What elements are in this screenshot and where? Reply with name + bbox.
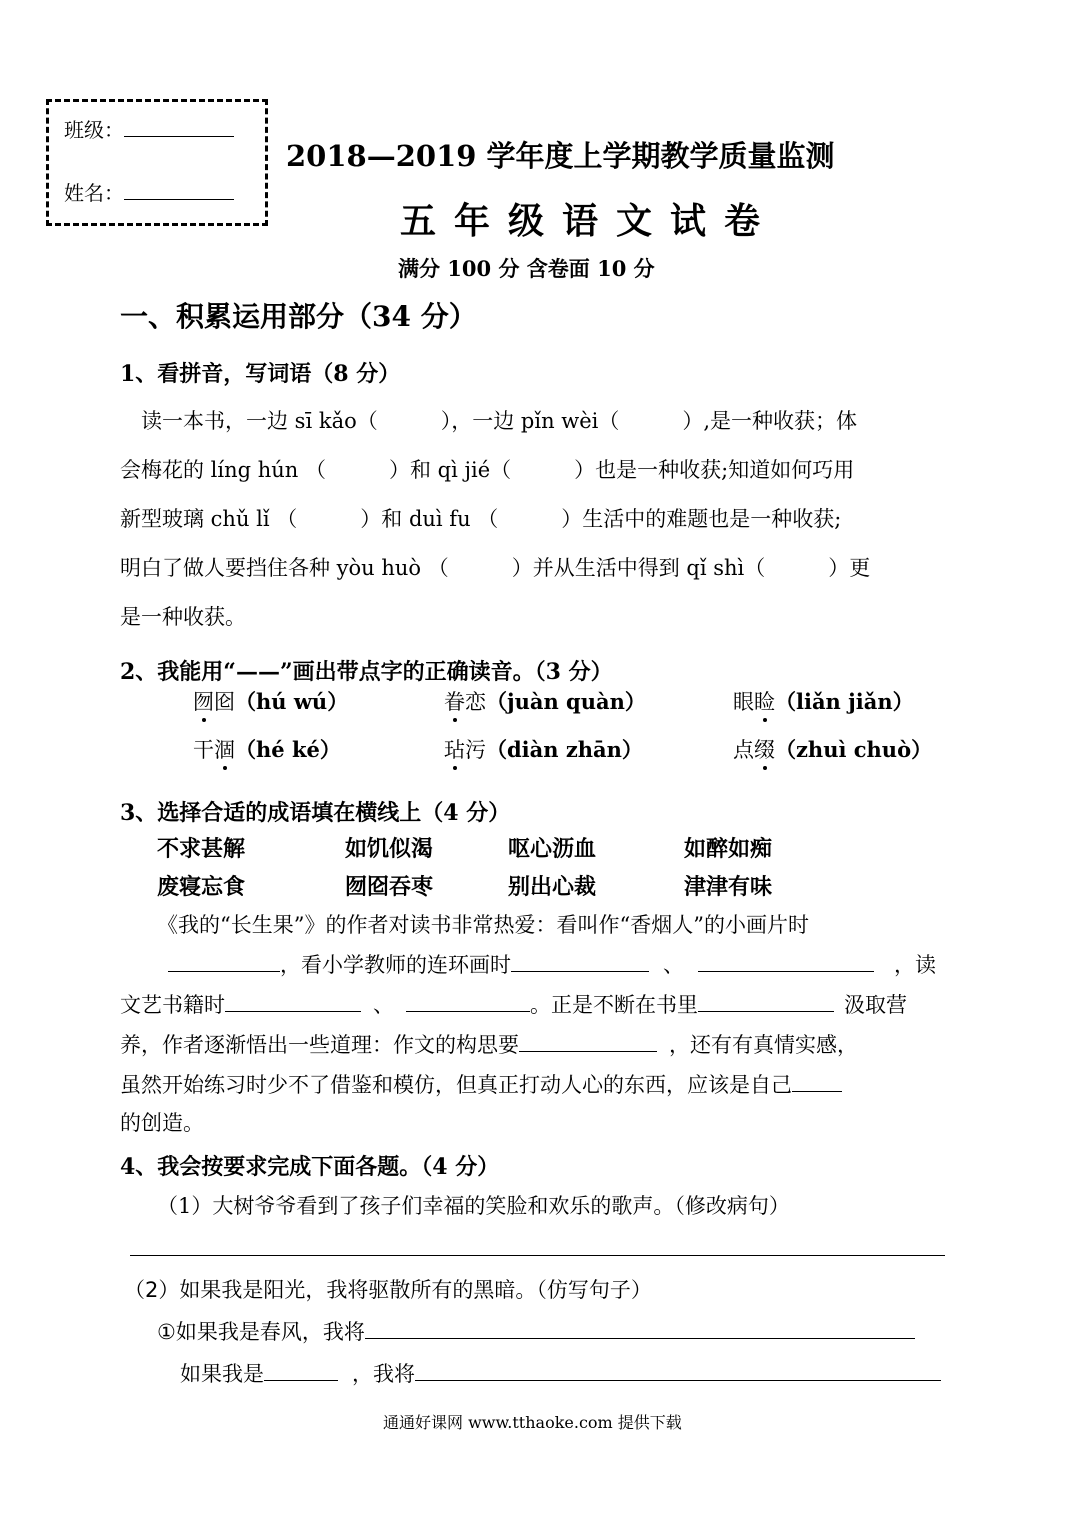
- q1-line-3: 新型玻璃 chǔ lǐ （ ）和 duì fu （ ）生活中的难题也是一种收获;: [120, 507, 842, 531]
- text: ，我将: [352, 1362, 415, 1386]
- exam-subtitle: 五年级语文试卷: [400, 200, 779, 242]
- answer-blank[interactable]: [225, 989, 361, 1012]
- dotted-char: 囫: [193, 690, 214, 714]
- idiom: 不求甚解: [157, 836, 246, 862]
- q2-item-1: [193, 686, 348, 716]
- char: 恋: [465, 690, 486, 714]
- name-label: 姓名：: [64, 181, 124, 205]
- name-field[interactable]: [64, 177, 234, 206]
- answer-blank[interactable]: [365, 1316, 915, 1339]
- answer-blank[interactable]: [698, 949, 874, 972]
- q1-line-2: 会梅花的 líng hún （ ）和 qì jié（ ）也是一种收获;知道如何巧用: [120, 458, 855, 482]
- answer-blank[interactable]: [406, 989, 530, 1012]
- q1-line-1: 读一本书，一边 sī kǎo（ ），一边 pǐn wèi（ ）,是一种收获；体: [120, 409, 858, 433]
- reading-options[interactable]: （diàn zhān）: [486, 737, 643, 762]
- dotted-char: 玷: [444, 738, 465, 762]
- q2-item-6: [733, 734, 932, 764]
- answer-blank[interactable]: [698, 989, 834, 1012]
- reading-options[interactable]: （zhuì chuò）: [775, 737, 933, 762]
- reading-options[interactable]: （juàn quàn）: [486, 689, 646, 714]
- text: 如果我是: [180, 1362, 264, 1386]
- idiom: 别出心裁: [508, 874, 597, 900]
- dotted-char: 缀: [754, 738, 775, 762]
- answer-blank[interactable]: [415, 1358, 941, 1381]
- answer-blank[interactable]: [511, 949, 649, 972]
- text: 养，作者逐渐悟出一些道理：作文的构思要: [120, 1033, 519, 1057]
- char: 干: [193, 738, 214, 762]
- char: 眼: [733, 690, 754, 714]
- text: ，看小学教师的连环画时: [280, 953, 511, 977]
- q3-text-6: 的创造。: [120, 1111, 204, 1135]
- idiom: 津津有味: [684, 874, 773, 900]
- dotted-char: 涸: [214, 738, 235, 762]
- q2-item-4: [193, 734, 341, 764]
- q3-text-5: [120, 1069, 842, 1099]
- text: 文艺书籍时: [120, 993, 225, 1017]
- q1-line-5: 是一种收获。: [120, 605, 246, 629]
- idiom: 如饥似渴: [345, 836, 434, 862]
- answer-blank[interactable]: [792, 1069, 842, 1092]
- q4-item-2: （2）如果我是阳光，我将驱散所有的黑暗。（仿写句子）: [124, 1278, 652, 1302]
- answer-blank[interactable]: [519, 1029, 657, 1052]
- page-footer: 通通好课网 www.tthaoke.com 提供下载: [383, 1413, 682, 1432]
- q4-item-1: （1）大树爷爷看到了孩子们幸福的笑脸和欢乐的歌声。（修改病句）: [157, 1194, 790, 1218]
- char: 点: [733, 738, 754, 762]
- text: ，还有有真情实感，: [669, 1033, 858, 1057]
- q3-text-3: [120, 989, 907, 1019]
- q4-heading: 4、我会按要求完成下面各题。（4 分）: [120, 1154, 500, 1180]
- q1-line-4: 明白了做人要挡住各种 yòu huò （ ）并从生活中得到 qǐ shì（ ）更: [120, 556, 871, 580]
- class-field[interactable]: [64, 114, 234, 143]
- text: ，读: [894, 953, 936, 977]
- q3-text-4: [120, 1029, 858, 1059]
- q3-text-2: [120, 949, 936, 979]
- text: 虽然开始练习时少不了借鉴和模仿，但真正打动人心的东西，应该是自己: [120, 1073, 792, 1097]
- reading-options[interactable]: （hú wú）: [235, 689, 349, 714]
- reading-options[interactable]: （liǎn jiǎn）: [775, 689, 914, 714]
- class-blank[interactable]: [124, 116, 234, 137]
- idiom: 废寝忘食: [157, 874, 246, 900]
- char: 囵: [214, 690, 235, 714]
- text: 、: [663, 953, 684, 977]
- idiom: 呕心沥血: [508, 836, 597, 862]
- q4-item-2a: [157, 1316, 915, 1346]
- text: 。正是不断在书里: [530, 993, 698, 1017]
- class-label: 班级：: [64, 118, 124, 142]
- reading-options[interactable]: （hé ké）: [235, 737, 341, 762]
- name-blank[interactable]: [124, 179, 234, 200]
- answer-blank[interactable]: [168, 949, 280, 972]
- q4-item-2b: [180, 1358, 941, 1388]
- char: 污: [465, 738, 486, 762]
- q1-heading: 1、看拼音，写词语（8 分）: [120, 361, 401, 387]
- q2-item-5: [444, 734, 643, 764]
- q2-heading: 2、我能用“——”画出带点字的正确读音。（3 分）: [120, 659, 613, 685]
- score-note: 满分 100 分 含卷面 10 分: [398, 256, 655, 281]
- idiom: 如醉如痴: [684, 836, 773, 862]
- text: 汲取营: [844, 993, 907, 1017]
- section-heading: 一、积累运用部分（34 分）: [120, 300, 477, 333]
- text: ①如果我是春风，我将: [157, 1320, 365, 1344]
- q2-item-2: [444, 686, 646, 716]
- q3-heading: 3、选择合适的成语填在横线上（4 分）: [120, 800, 511, 826]
- q3-text-1: 《我的“长生果”》的作者对读书非常热爱：看叫作“香烟人”的小画片时: [157, 913, 809, 937]
- exam-title: 2018—2019 学年度上学期教学质量监测: [286, 139, 835, 173]
- dotted-char: 睑: [754, 690, 775, 714]
- answer-line[interactable]: [130, 1255, 945, 1256]
- dotted-char: 眷: [444, 690, 465, 714]
- text: 、: [373, 993, 394, 1017]
- q2-item-3: [733, 686, 914, 716]
- idiom: 囫囵吞枣: [345, 874, 434, 900]
- answer-blank[interactable]: [264, 1358, 338, 1381]
